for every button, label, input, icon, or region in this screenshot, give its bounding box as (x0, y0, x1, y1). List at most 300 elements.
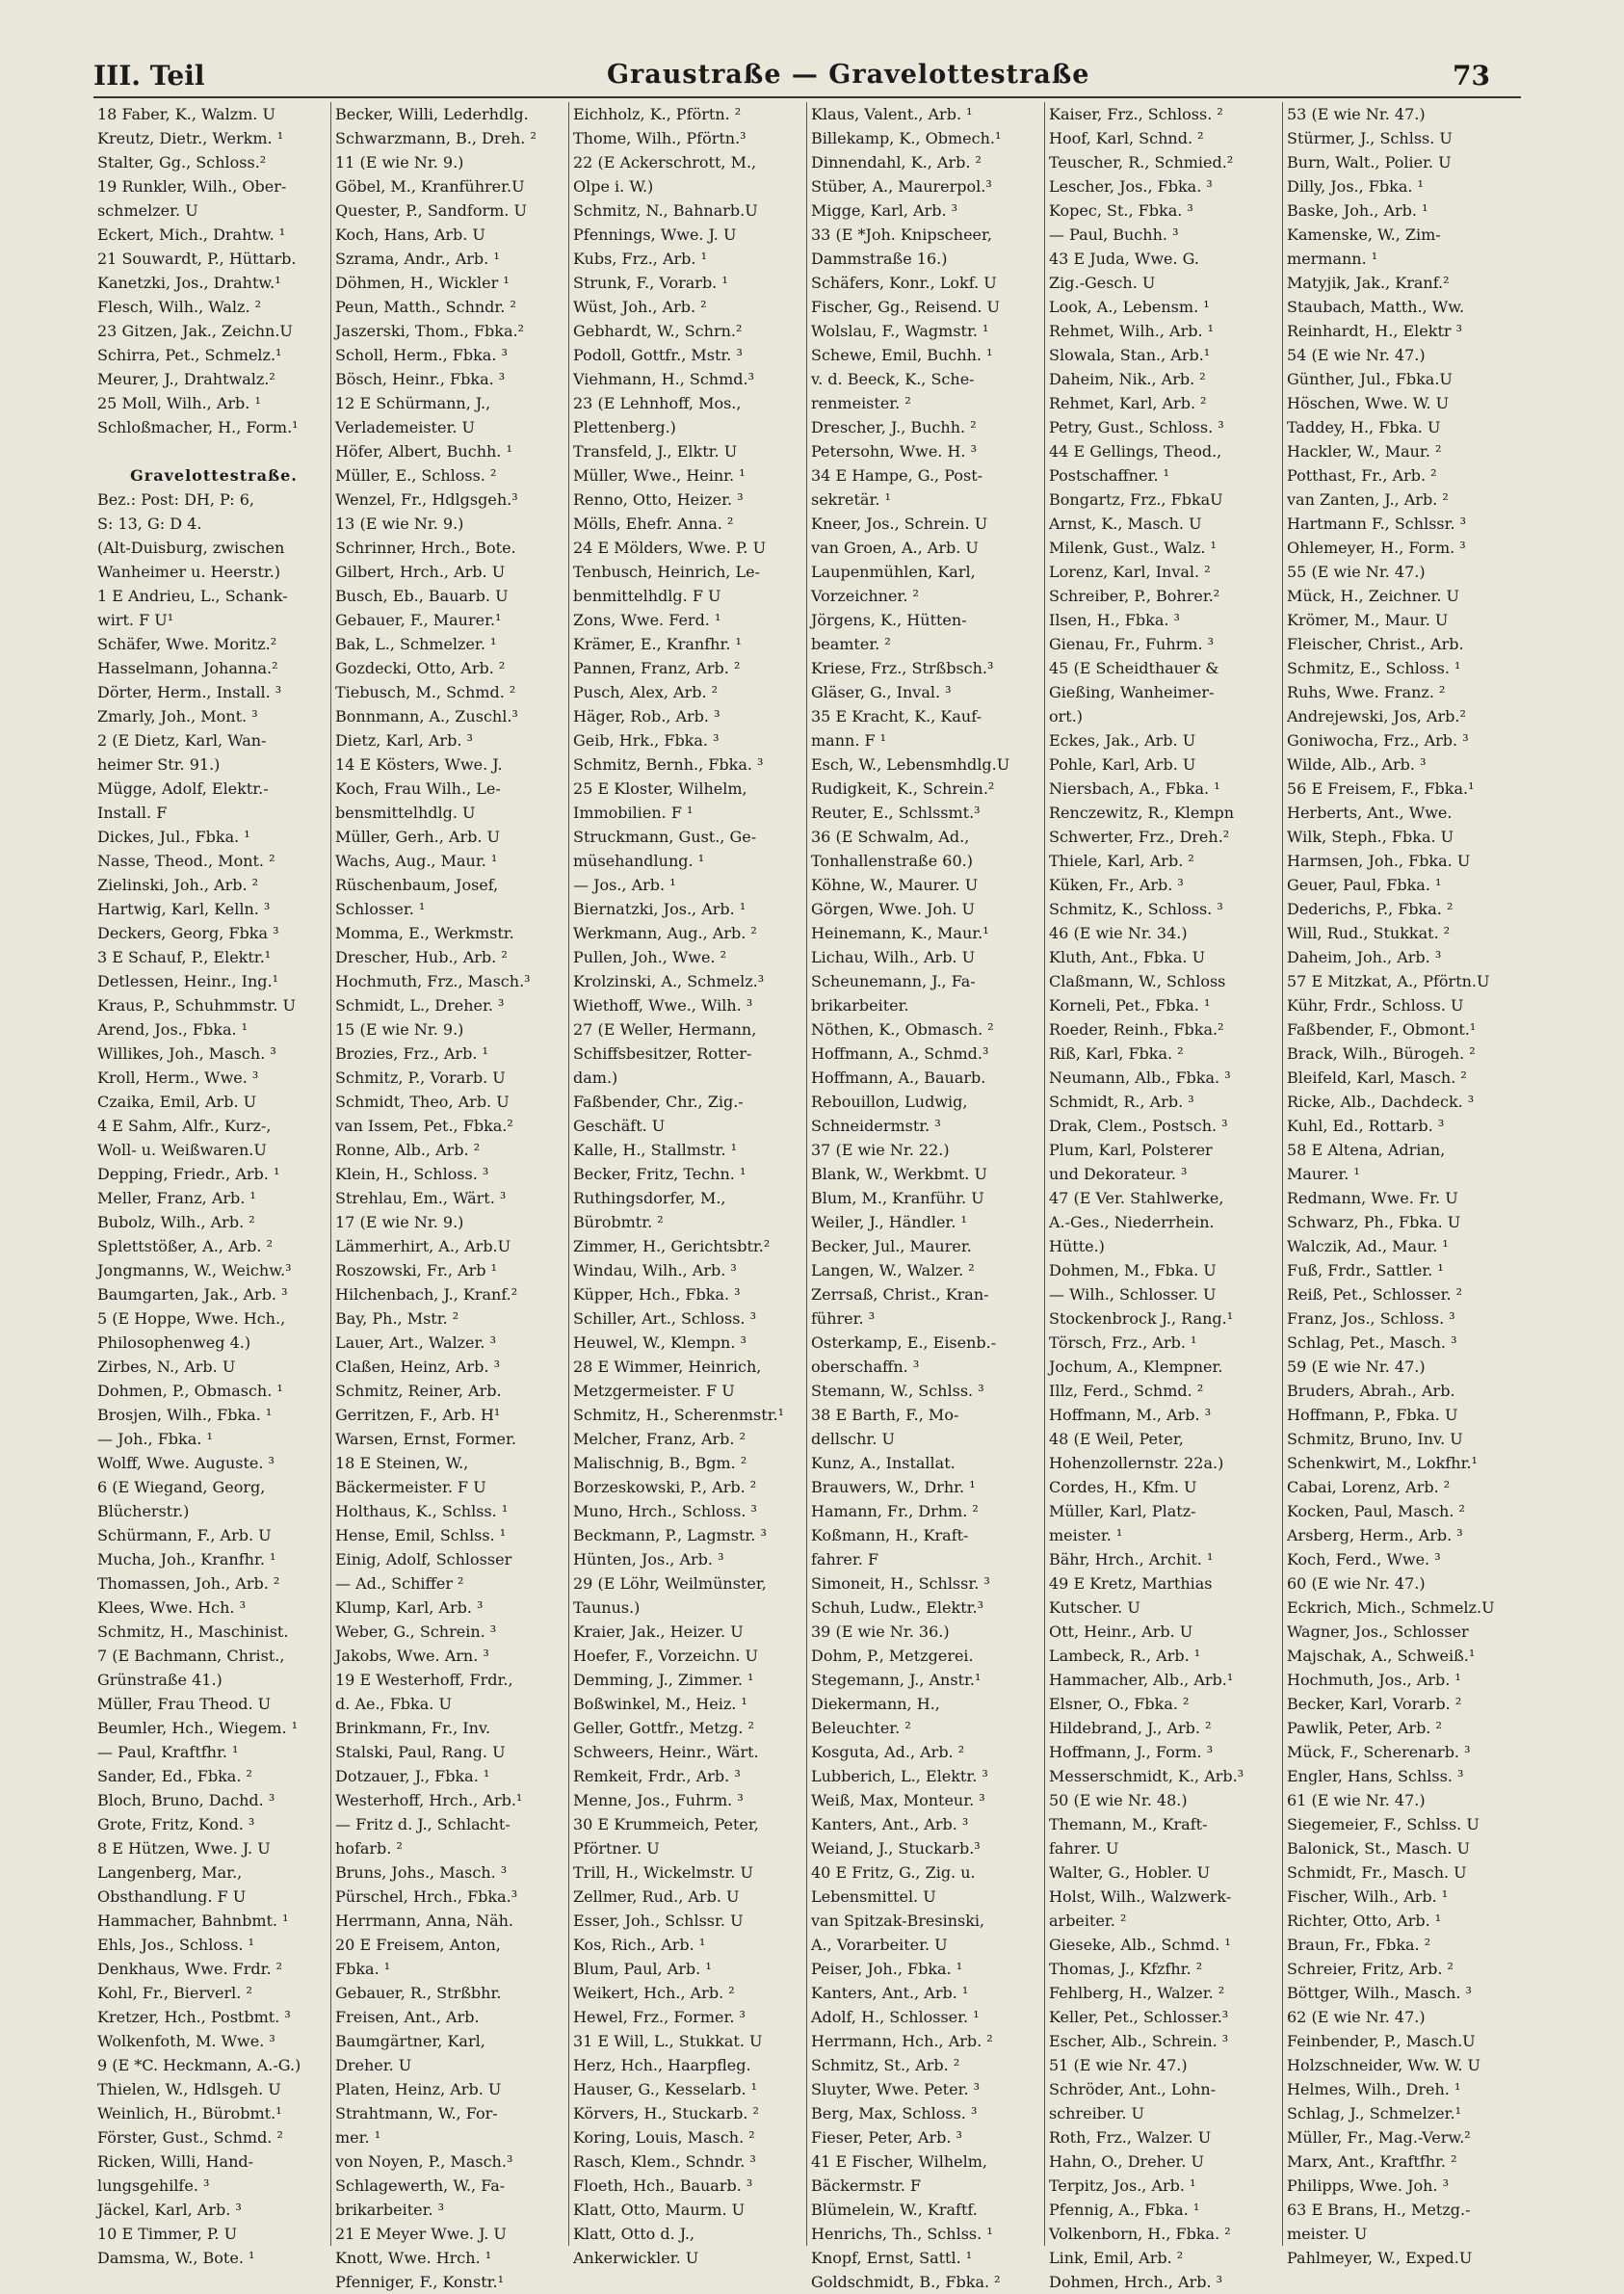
directory-entry: 60 (E wie Nr. 47.) (1287, 1574, 1426, 1593)
directory-entry: 62 (E wie Nr. 47.) (1287, 2008, 1426, 2026)
directory-entry: Strunk, F., Vorarb. ¹ (573, 274, 728, 292)
directory-entry: Kriese, Frz., Strßbsch.³ (811, 659, 994, 677)
directory-entry: Pfennig, A., Fbka. ¹ (1049, 2201, 1200, 2219)
directory-entry: Mück, H., Zeichner. U (1287, 587, 1460, 605)
directory-entry: Schrinner, Hrch., Bote. (335, 539, 516, 557)
directory-entry: 45 (E Scheidthauer & (1049, 659, 1219, 677)
directory-entry: Schneidermstr. ³ (811, 1117, 941, 1135)
directory-entry: Pohle, Karl, Arb. U (1049, 755, 1196, 774)
directory-entry: Zig.-Gesch. U (1049, 274, 1156, 292)
directory-entry: Bez.: Post: DH, P: 6, (97, 490, 254, 509)
directory-column-5 (1045, 102, 1283, 2291)
directory-entry: — Wilh., Schlosser. U (1049, 1285, 1217, 1304)
directory-entry: Bubolz, Wilh., Arb. ² (97, 1213, 255, 1231)
directory-entry: Brack, Wilh., Bürogeh. ² (1287, 1044, 1476, 1063)
directory-entry: Krolzinski, A., Schmelz.³ (573, 972, 765, 990)
directory-entry: Koßmann, H., Kraft- (811, 1526, 969, 1544)
directory-entry: Koch, Ferd., Wwe. ³ (1287, 1550, 1441, 1569)
directory-entry: Klatt, Otto, Maurm. U (573, 2201, 746, 2219)
directory-entry: Dederichs, P., Fbka. ² (1287, 900, 1454, 918)
directory-entry: Goniwocha, Frz., Arb. ³ (1287, 731, 1469, 750)
directory-entry: Meurer, J., Drahtwalz.² (97, 370, 275, 388)
directory-entry: 9 (E *C. Heckmann, A.-G.) (97, 2056, 301, 2074)
directory-entry: Warsen, Ernst, Former. (335, 1430, 516, 1448)
directory-entry: Malischnig, B., Bgm. ² (573, 1454, 747, 1472)
directory-entry: Mück, F., Scherenarb. ³ (1287, 1743, 1471, 1761)
directory-entry: Goldschmidt, B., Fbka. ² (811, 2273, 1001, 2291)
directory-entry: Grünstraße 41.) (97, 1671, 223, 1689)
directory-entry: Reiß, Pet., Schlosser. ² (1287, 1285, 1463, 1304)
directory-entry: Schmitz, N., Bahnarb.U (573, 201, 758, 220)
street-heading: Gravelottestraße. (130, 466, 298, 485)
directory-entry: Weinlich, H., Bürobmt.¹ (97, 2104, 282, 2123)
directory-entry: Volkenborn, H., Fbka. ² (1049, 2225, 1231, 2243)
directory-entry: Göbel, M., Kranführer.U (335, 177, 525, 196)
directory-entry: Hilchenbach, J., Kranf.² (335, 1285, 518, 1304)
directory-entry: Tiebusch, M., Schmd. ² (335, 683, 516, 701)
directory-entry: lungsgehilfe. ³ (97, 2176, 210, 2195)
directory-entry: Müller, Fr., Mag.-Verw.² (1287, 2128, 1471, 2147)
directory-entry: van Spitzak-Bresinski, (811, 1912, 985, 1930)
directory-entry: Dreher. U (335, 2056, 412, 2074)
directory-entry: Depping, Friedr., Arb. ¹ (97, 1165, 280, 1183)
directory-entry: Heinemann, K., Maur.¹ (811, 924, 989, 942)
directory-entry: Baumgärtner, Karl, (335, 2032, 485, 2050)
directory-entry: Peun, Matth., Schndr. ² (335, 298, 516, 316)
directory-entry: Obsthandlung. F U (97, 1887, 247, 1906)
directory-entry: Adolf, H., Schlosser. ¹ (811, 2008, 980, 2026)
directory-entry: Herz, Hch., Haarpfleg. (573, 2056, 751, 2074)
directory-entry: Scholl, Herm., Fbka. ³ (335, 346, 508, 364)
directory-entry: Hammacher, Alb., Arb.¹ (1049, 1671, 1234, 1689)
directory-entry: 21 E Meyer Wwe. J. U (335, 2225, 507, 2243)
directory-entry: Schreiber, P., Bohrer.² (1049, 587, 1220, 605)
directory-entry: Claßen, Heinz, Arb. ³ (335, 1358, 501, 1376)
directory-entry: van Issem, Pet., Fbka.² (335, 1117, 513, 1135)
directory-entry: 27 (E Weller, Hermann, (573, 1020, 757, 1039)
directory-entry: van Zanten, J., Arb. ² (1287, 490, 1449, 509)
directory-columns (93, 102, 1521, 2291)
directory-entry: Fischer, Wilh., Arb. ¹ (1287, 1887, 1449, 1906)
directory-entry: Dohm, P., Metzgerei. (811, 1647, 974, 1665)
directory-entry: Fieser, Peter, Arb. ³ (811, 2128, 962, 2147)
directory-entry: Roeder, Reinh., Fbka.² (1049, 1020, 1224, 1039)
directory-entry: Claßmann, W., Schloss (1049, 972, 1226, 990)
directory-entry: Windau, Wilh., Arb. ³ (573, 1261, 737, 1279)
directory-entry: Immobilien. F ¹ (573, 804, 694, 822)
directory-entry: Jörgens, K., Hütten- (811, 611, 967, 629)
directory-entry: Herrmann, Hch., Arb. ² (811, 2032, 993, 2050)
directory-entry: Zellmer, Rud., Arb. U (573, 1887, 740, 1906)
directory-entry: Dinnendahl, K., Arb. ² (811, 153, 982, 171)
directory-entry: Berg, Max, Schloss. ³ (811, 2104, 978, 2123)
directory-column-3 (569, 102, 807, 2267)
directory-entry: 34 E Hampe, G., Post- (811, 466, 983, 485)
directory-entry: Hamann, Fr., Drhm. ² (811, 1502, 979, 1520)
directory-entry: Hewel, Frz., Former. ³ (573, 2008, 746, 2026)
directory-entry: Wolff, Wwe. Auguste. ³ (97, 1454, 275, 1472)
directory-entry: Dohmen, M., Fbka. U (1049, 1261, 1217, 1279)
directory-entry: Kunz, A., Installat. (811, 1454, 956, 1472)
directory-entry: Lescher, Jos., Fbka. ³ (1049, 177, 1213, 196)
directory-entry: Dietz, Karl, Arb. ³ (335, 731, 473, 750)
directory-entry: Redmann, Wwe. Fr. U (1287, 1189, 1458, 1207)
directory-entry: Thielen, W., Hdlsgeh. U (97, 2080, 281, 2098)
directory-entry: Messerschmidt, K., Arb.³ (1049, 1767, 1244, 1785)
directory-entry: Jochum, A., Klempner. (1049, 1358, 1223, 1376)
directory-entry: Häger, Rob., Arb. ³ (573, 707, 720, 725)
directory-entry: Schenkwirt, M., Lokfhr.¹ (1287, 1454, 1478, 1472)
directory-entry: Peiser, Joh., Fbka. ¹ (811, 1960, 963, 1978)
directory-entry: Görgen, Wwe. Joh. U (811, 900, 976, 918)
directory-entry: Demming, J., Zimmer. ¹ (573, 1671, 754, 1689)
directory-entry: Brinkmann, Fr., Inv. (335, 1719, 491, 1737)
directory-entry: Niersbach, A., Fbka. ¹ (1049, 779, 1220, 798)
directory-entry: Hammacher, Bahnbmt. ¹ (97, 1912, 289, 1930)
directory-entry: Schäfers, Konr., Lokf. U (811, 274, 997, 292)
directory-entry: Diekermann, H., (811, 1695, 940, 1713)
directory-entry: 53 (E wie Nr. 47.) (1287, 105, 1426, 123)
directory-entry: Schreier, Fritz, Arb. ² (1287, 1960, 1454, 1978)
directory-entry: Westerhoff, Hrch., Arb.¹ (335, 1791, 523, 1809)
directory-entry: Schmidt, Fr., Masch. U (1287, 1863, 1467, 1882)
directory-entry: Hartwig, Karl, Kelln. ³ (97, 900, 271, 918)
directory-entry: Schäfer, Wwe. Moritz.² (97, 635, 277, 653)
directory-entry: Törsch, Frz., Arb. ¹ (1049, 1333, 1197, 1352)
directory-entry: Maurer. ¹ (1287, 1165, 1360, 1183)
directory-entry: 29 (E Löhr, Weilmünster, (573, 1574, 767, 1593)
directory-entry: Dammstraße 16.) (811, 250, 948, 268)
directory-entry: Drescher, Hub., Arb. ² (335, 948, 508, 966)
directory-entry: Körvers, H., Stuckarb. ² (573, 2104, 759, 2123)
directory-entry: Kubs, Frz., Arb. ¹ (573, 250, 707, 268)
directory-entry: Blum, M., Kranführ. U (811, 1189, 984, 1207)
directory-entry: Hütte.) (1049, 1237, 1105, 1255)
directory-entry: 56 E Freisem, F., Fbka.¹ (1287, 779, 1475, 798)
directory-entry: Riß, Karl, Fbka. ² (1049, 1044, 1184, 1063)
directory-entry: Dohmen, P., Obmasch. ¹ (97, 1382, 283, 1400)
directory-entry: Scheunemann, J., Fa- (811, 972, 976, 990)
directory-entry: Schmitz, Bruno, Inv. U (1287, 1430, 1463, 1448)
directory-entry: 5 (E Hoppe, Wwe. Hch., (97, 1309, 286, 1328)
directory-entry: Olpe i. W.) (573, 177, 654, 196)
directory-entry: Splettstößer, A., Arb. ² (97, 1237, 273, 1255)
directory-entry: Postschaffner. ¹ (1049, 466, 1170, 485)
directory-entry: Koch, Hans, Arb. U (335, 225, 485, 244)
directory-entry: Ott, Heinr., Arb. U (1049, 1622, 1193, 1641)
directory-entry: Kohl, Fr., Bierverl. ² (97, 1984, 252, 2002)
directory-entry: Staubach, Matth., Ww. (1287, 298, 1465, 316)
directory-entry: Schmitz, H., Maschinist. (97, 1622, 289, 1641)
directory-entry: Hohenzollernstr. 22a.) (1049, 1454, 1224, 1472)
directory-entry: Schmitz, Reiner, Arb. (335, 1382, 502, 1400)
directory-entry: Boßwinkel, M., Heiz. ¹ (573, 1695, 747, 1713)
directory-entry: A.-Ges., Niederrhein. (1049, 1213, 1215, 1231)
directory-entry: Gebauer, F., Maurer.¹ (335, 611, 502, 629)
directory-entry: meister. ¹ (1049, 1526, 1123, 1544)
directory-entry: Knopf, Ernst, Sattl. ¹ (811, 2249, 973, 2267)
directory-entry: Becker, Karl, Vorarb. ² (1287, 1695, 1462, 1713)
directory-entry: Matyjik, Jak., Kranf.² (1287, 274, 1450, 292)
directory-entry: 44 E Gellings, Theod., (1049, 442, 1222, 461)
directory-entry: Kreutz, Dietr., Werkm. ¹ (97, 129, 284, 147)
directory-entry: Dörter, Herm., Install. ³ (97, 683, 282, 701)
directory-entry: Thome, Wilh., Pförtn.³ (573, 129, 747, 147)
directory-entry: Neumann, Alb., Fbka. ³ (1049, 1068, 1231, 1087)
directory-entry: 30 E Krummeich, Peter, (573, 1815, 759, 1833)
directory-entry: A., Vorarbeiter. U (811, 1936, 948, 1954)
directory-entry: Lubberich, L., Elektr. ³ (811, 1767, 988, 1785)
directory-entry: 31 E Will, L., Stukkat. U (573, 2032, 763, 2050)
directory-entry: fahrer. F (811, 1550, 879, 1569)
directory-entry: Fleischer, Christ., Arb. (1287, 635, 1464, 653)
directory-entry: oberschaffn. ³ (811, 1358, 920, 1376)
directory-entry: Platen, Heinz, Arb. U (335, 2080, 502, 2098)
directory-entry: Kraier, Jak., Heizer. U (573, 1622, 744, 1641)
directory-entry: Walter, G., Hobler. U (1049, 1863, 1211, 1882)
directory-entry: Roszowski, Fr., Arb ¹ (335, 1261, 498, 1279)
directory-entry: Lebensmittel. U (811, 1887, 936, 1906)
directory-entry: fahrer. U (1049, 1839, 1119, 1858)
directory-entry: Marx, Ant., Kraftfhr. ² (1287, 2152, 1457, 2171)
directory-entry: Gebhardt, W., Schrn.² (573, 322, 743, 340)
directory-entry: Balonick, St., Masch. U (1287, 1839, 1470, 1858)
directory-entry: Hoffmann, A., Schmd.³ (811, 1044, 989, 1063)
directory-entry: Kroll, Herm., Wwe. ³ (97, 1068, 259, 1087)
directory-entry: 10 E Timmer, P. U (97, 2225, 238, 2243)
directory-entry: renmeister. ² (811, 394, 911, 412)
directory-entry: Holzschneider, Ww. W. U (1287, 2056, 1480, 2074)
directory-entry: Renczewitz, R., Klempn (1049, 804, 1235, 822)
directory-entry: Bongartz, Frz., FbkaU (1049, 490, 1223, 509)
directory-entry: Lämmerhirt, A., Arb.U (335, 1237, 511, 1255)
directory-entry: Ilsen, H., Fbka. ³ (1049, 611, 1180, 629)
directory-entry: Stalski, Paul, Rang. U (335, 1743, 506, 1761)
directory-entry: von Noyen, P., Masch.³ (335, 2152, 513, 2171)
directory-entry: Muno, Hrch., Schloss. ³ (573, 1502, 757, 1520)
directory-entry: van Groen, A., Arb. U (811, 539, 979, 557)
directory-entry: — Fritz d. J., Schlacht- (335, 1815, 511, 1833)
directory-entry: Wüst, Joh., Arb. ² (573, 298, 707, 316)
directory-entry: Schmitz, H., Scherenmstr.¹ (573, 1406, 785, 1424)
directory-entry: 59 (E wie Nr. 47.) (1287, 1358, 1426, 1376)
directory-entry: Brozies, Frz., Arb. ¹ (335, 1044, 488, 1063)
directory-entry: Zirbes, N., Arb. U (97, 1358, 236, 1376)
directory-entry: Wagner, Jos., Schlosser (1287, 1622, 1469, 1641)
directory-entry: Wenzel, Fr., Hdlgsgeh.³ (335, 490, 518, 509)
directory-entry: Herrmann, Anna, Näh. (335, 1912, 514, 1930)
directory-entry: Kuhl, Ed., Rottarb. ³ (1287, 1117, 1445, 1135)
directory-entry: benmittelhdlg. F U (573, 587, 721, 605)
directory-entry: Viehmann, H., Schmd.³ (573, 370, 755, 388)
directory-entry: Strehlau, Em., Wärt. ³ (335, 1189, 507, 1207)
directory-entry: 49 E Kretz, Marthias (1049, 1574, 1213, 1593)
directory-entry: Grote, Fritz, Kond. ³ (97, 1815, 255, 1833)
directory-entry: Esch, W., Lebensmhdlg.U (811, 755, 1010, 774)
directory-entry: Lorenz, Karl, Inval. ² (1049, 563, 1211, 581)
directory-entry: 23 Gitzen, Jak., Zeichn.U (97, 322, 293, 340)
directory-entry: Gebauer, R., Strßbhr. (335, 1984, 502, 2002)
directory-entry: schreiber. U (1049, 2104, 1144, 2123)
directory-entry: 12 E Schürmann, J., (335, 394, 491, 412)
directory-entry: Pawlik, Peter, Arb. ² (1287, 1719, 1442, 1737)
directory-entry: Blum, Paul, Arb. ¹ (573, 1960, 712, 1978)
directory-entry: 25 E Kloster, Wilhelm, (573, 779, 747, 798)
directory-entry: Sluyter, Wwe. Peter. ³ (811, 2080, 981, 2098)
directory-entry: Tenbusch, Heinrich, Le- (573, 563, 760, 581)
directory-entry: Pannen, Franz, Arb. ² (573, 659, 741, 677)
directory-entry: Böttger, Wilh., Masch. ³ (1287, 1984, 1472, 2002)
directory-entry: Esser, Joh., Schlssr. U (573, 1912, 744, 1930)
directory-entry: Langenberg, Mar., (97, 1863, 243, 1882)
directory-entry: Holst, Wilh., Walzwerk- (1049, 1887, 1232, 1906)
directory-entry: Kraus, P., Schuhmmstr. U (97, 996, 296, 1015)
directory-entry: Wiethoff, Wwe., Wilh. ³ (573, 996, 753, 1015)
directory-entry: Will, Rud., Stukkat. ² (1287, 924, 1451, 942)
directory-entry: Weikert, Hch., Arb. ² (573, 1984, 735, 2002)
directory-entry: Korneli, Pet., Fbka. ¹ (1049, 996, 1211, 1015)
directory-entry: Bähr, Hrch., Archit. ¹ (1049, 1550, 1214, 1569)
directory-entry: Bonnmann, A., Zuschl.³ (335, 707, 518, 725)
directory-entry: führer. ³ (811, 1309, 876, 1328)
directory-entry: arbeiter. ² (1049, 1912, 1127, 1930)
directory-entry: Weiß, Max, Monteur. ³ (811, 1791, 985, 1809)
directory-entry: Krämer, E., Kranfhr. ¹ (573, 635, 742, 653)
directory-entry: Dilly, Jos., Fbka. ¹ (1287, 177, 1424, 196)
directory-entry: 39 (E wie Nr. 36.) (811, 1622, 950, 1641)
directory-entry: 14 E Kösters, Wwe. J. (335, 755, 503, 774)
directory-entry: Bruders, Abrah., Arb. (1287, 1382, 1455, 1400)
directory-entry: Faßbender, Chr., Zig.- (573, 1093, 744, 1111)
part-label: III. Teil (93, 60, 205, 92)
directory-entry: Bay, Ph., Mstr. ² (335, 1309, 459, 1328)
directory-entry: Weber, G., Schrein. ³ (335, 1622, 497, 1641)
directory-entry: S: 13, G: D 4. (97, 514, 202, 533)
directory-entry: ort.) (1049, 707, 1084, 725)
directory-entry: Kühr, Frdr., Schloss. U (1287, 996, 1464, 1015)
directory-entry: Siegemeier, F., Schlss. U (1287, 1815, 1480, 1833)
directory-entry: 17 (E wie Nr. 9.) (335, 1213, 464, 1231)
directory-entry: Bak, L., Schmelzer. ¹ (335, 635, 497, 653)
directory-entry: Taunus.) (573, 1598, 641, 1617)
directory-entry: Schlosser. ¹ (335, 900, 426, 918)
directory-entry: Kalle, H., Stallmstr. ¹ (573, 1141, 738, 1159)
directory-entry: Fischer, Gg., Reisend. U (811, 298, 1001, 316)
directory-entry: Schmitz, St., Arb. ² (811, 2056, 960, 2074)
directory-entry: Helmes, Wilh., Dreh. ¹ (1287, 2080, 1461, 2098)
directory-entry: Höfer, Albert, Buchh. ¹ (335, 442, 512, 461)
directory-entry: Müller, Frau Theod. U (97, 1695, 272, 1713)
directory-entry: Lambeck, R., Arb. ¹ (1049, 1647, 1201, 1665)
directory-entry: Schmidt, L., Dreher. ³ (335, 996, 505, 1015)
directory-entry: 18 Faber, K., Walzm. U (97, 105, 275, 123)
directory-entry: Schweers, Heinr., Wärt. (573, 1743, 759, 1761)
directory-entry: Hoof, Karl, Schnd. ² (1049, 129, 1204, 147)
directory-entry: Hoffmann, J., Form. ³ (1049, 1743, 1214, 1761)
directory-entry: Wolslau, F., Wagmstr. ¹ (811, 322, 989, 340)
directory-entry: 22 (E Ackerschrott, M., (573, 153, 757, 171)
directory-entry: Osterkamp, E., Eisenb.- (811, 1333, 997, 1352)
directory-entry: Weiand, J., Stuckarb.³ (811, 1839, 981, 1858)
directory-entry: Klees, Wwe. Hch. ³ (97, 1598, 246, 1617)
directory-entry: Hildebrand, J., Arb. ² (1049, 1719, 1212, 1737)
directory-entry: 7 (E Bachmann, Christ., (97, 1647, 285, 1665)
directory-entry: Krömer, M., Maur. U (1287, 611, 1449, 629)
directory-entry: 11 (E wie Nr. 9.) (335, 153, 464, 171)
directory-entry: Menne, Jos., Fuhrm. ³ (573, 1791, 744, 1809)
directory-entry: schmelzer. U (97, 201, 198, 220)
directory-entry: 21 Souwardt, P., Hüttarb. (97, 250, 297, 268)
directory-entry: 8 E Hützen, Wwe. J. U (97, 1839, 271, 1858)
directory-entry: Stegemann, J., Anstr.¹ (811, 1671, 982, 1689)
directory-entry: v. d. Beeck, K., Sche- (811, 370, 975, 388)
directory-entry: Kanters, Ant., Arb. ³ (811, 1815, 969, 1833)
directory-entry: Ricken, Willi, Hand- (97, 2152, 254, 2171)
directory-entry: Mucha, Joh., Kranfhr. ¹ (97, 1550, 276, 1569)
directory-entry: Reinhardt, H., Elektr ³ (1287, 322, 1463, 340)
directory-entry: Schmitz, K., Schloss. ³ (1049, 900, 1223, 918)
directory-entry: Schewe, Emil, Buchh. ¹ (811, 346, 993, 364)
directory-entry: Heuwel, W., Klempn. ³ (573, 1333, 747, 1352)
directory-entry: sekretär. ¹ (811, 490, 891, 509)
directory-entry: Hasselmann, Johanna.² (97, 659, 278, 677)
directory-entry: Fbka. ¹ (335, 1960, 391, 1978)
directory-entry: Richter, Otto, Arb. ¹ (1287, 1912, 1442, 1930)
directory-entry: Engler, Hans, Schlss. ³ (1287, 1767, 1464, 1785)
directory-entry: Petersohn, Wwe. H. ³ (811, 442, 978, 461)
directory-entry: — Paul, Kraftfhr. ¹ (97, 1743, 239, 1761)
page-header (0, 60, 1624, 98)
directory-entry: Plum, Karl, Polsterer (1049, 1141, 1213, 1159)
directory-entry: Dohmen, Hrch., Arb. ³ (1049, 2273, 1223, 2291)
directory-entry: (Alt-Duisburg, zwischen (97, 539, 285, 557)
directory-entry: Meller, Franz, Arb. ¹ (97, 1189, 256, 1207)
directory-entry: Geib, Hrk., Fbka. ³ (573, 731, 720, 750)
directory-entry: 19 E Westerhoff, Frdr., (335, 1671, 513, 1689)
directory-entry: Tonhallenstraße 60.) (811, 852, 973, 870)
directory-entry: Renno, Otto, Heizer. ³ (573, 490, 744, 509)
directory-entry: Arsberg, Herm., Arb. ³ (1287, 1526, 1463, 1544)
directory-entry: Podoll, Gottfr., Mstr. ³ (573, 346, 743, 364)
directory-column-1 (93, 102, 331, 2267)
directory-entry: Eckes, Jak., Arb. U (1049, 731, 1196, 750)
directory-entry: Zielinski, Joh., Arb. ² (97, 876, 259, 894)
directory-entry: Schürmann, F., Arb. U (97, 1526, 272, 1544)
directory-entry: Potthast, Fr., Arb. ² (1287, 466, 1437, 485)
directory-entry: Majschak, A., Schweiß.¹ (1287, 1647, 1476, 1665)
directory-entry: 57 E Mitzkat, A., Pförtn.U (1287, 972, 1490, 990)
directory-entry: Beckmann, P., Lagmstr. ³ (573, 1526, 767, 1544)
directory-entry: Pförtner. U (573, 1839, 660, 1858)
directory-entry: 18 E Steinen, W., (335, 1454, 469, 1472)
directory-entry: Borzeskowski, P., Arb. ² (573, 1478, 757, 1496)
directory-entry: Köhne, W., Maurer. U (811, 876, 979, 894)
directory-entry: Keller, Pet., Schlosser.³ (1049, 2008, 1229, 2026)
directory-entry: Busch, Eb., Bauarb. U (335, 587, 509, 605)
directory-entry: Burn, Walt., Polier. U (1287, 153, 1452, 171)
directory-entry: Gieseke, Alb., Schmd. ¹ (1049, 1936, 1231, 1954)
directory-entry: Kos, Rich., Arb. ¹ (573, 1936, 706, 1954)
directory-entry: Schiffsbesitzer, Rotter- (573, 1044, 752, 1063)
directory-entry: Schiller, Art., Schloss. ³ (573, 1309, 756, 1328)
directory-entry: Install. F (97, 804, 168, 822)
directory-entry: Arend, Jos., Fbka. ¹ (97, 1020, 249, 1039)
directory-entry: Bürobmtr. ² (573, 1213, 664, 1231)
directory-entry: Franz, Jos., Schloss. ³ (1287, 1309, 1455, 1328)
directory-entry: Stürmer, J., Schlss. U (1287, 129, 1453, 147)
directory-entry: Hochmuth, Frz., Masch.³ (335, 972, 531, 990)
directory-entry: 50 (E wie Nr. 48.) (1049, 1791, 1188, 1809)
